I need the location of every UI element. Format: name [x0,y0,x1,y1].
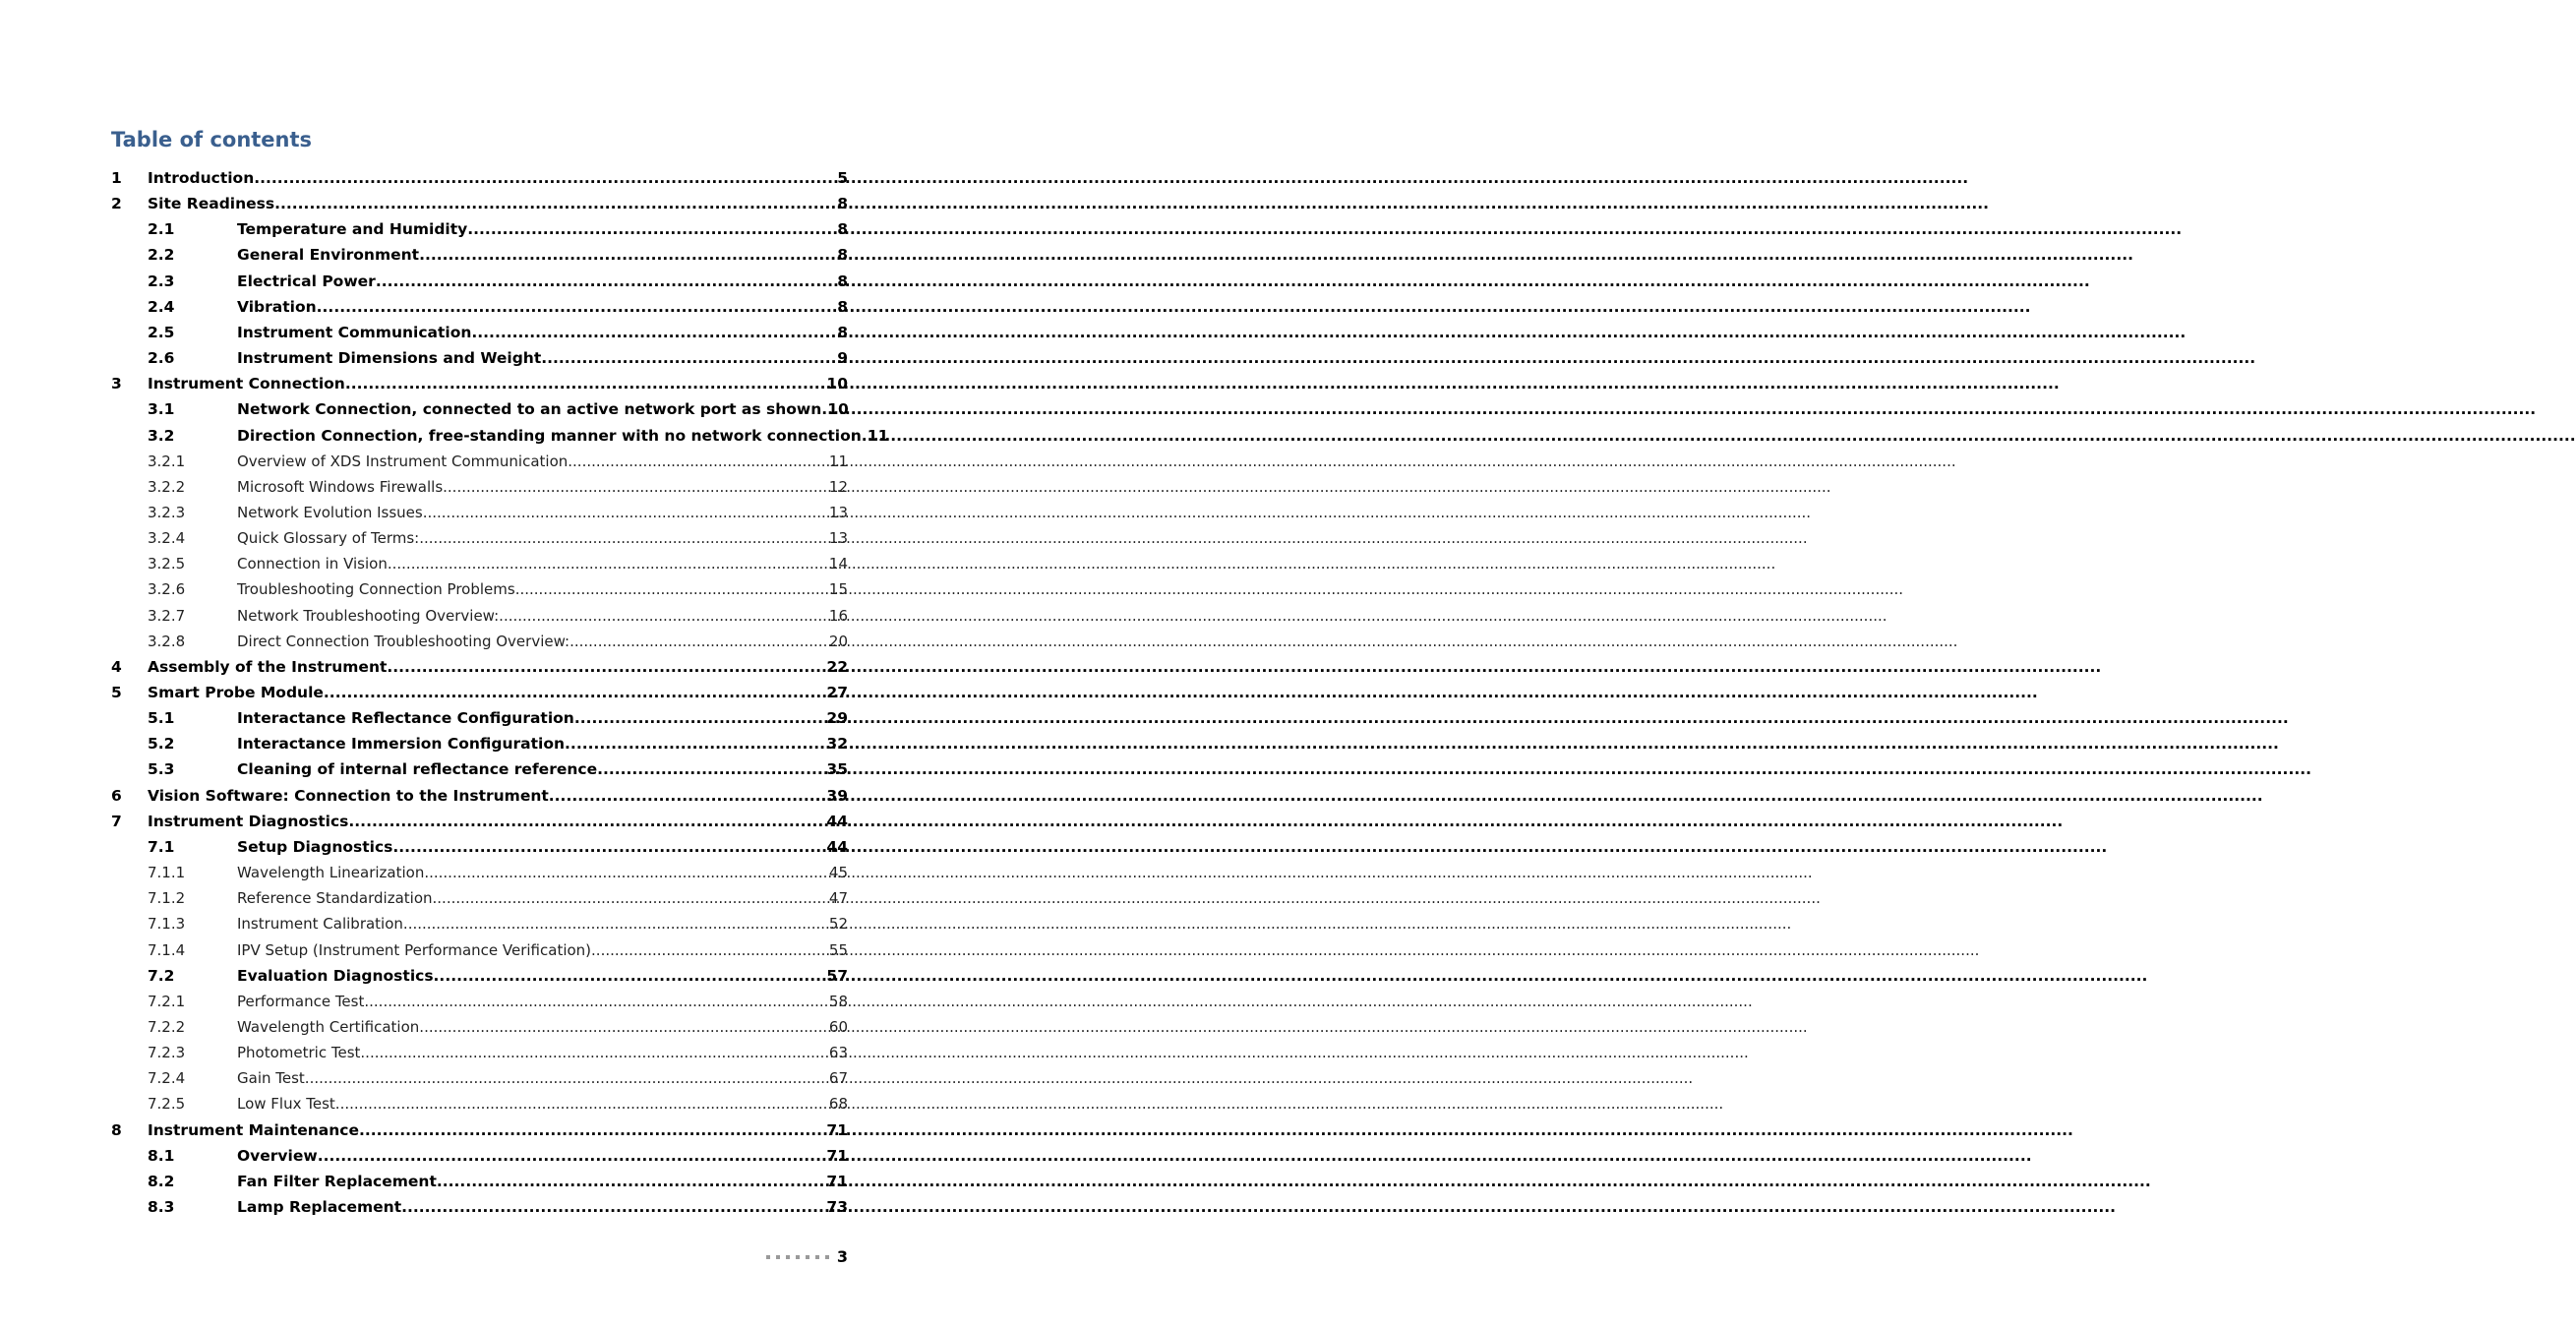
toc-entry[interactable] [0,705,938,731]
toc-entry[interactable] [0,500,938,525]
toc-entry-number: 5.1 [148,709,175,728]
document-page [0,0,938,1328]
toc-entry-label: Instrument Maintenance [148,1120,360,1139]
toc-entry[interactable] [0,396,938,422]
toc-dot-leader [348,809,826,834]
toc-entry[interactable] [0,165,938,191]
toc-entry-number: 7.2 [148,966,175,985]
toc-entry[interactable] [0,885,938,911]
toc-entry[interactable] [0,963,938,989]
toc-entry-label: Assembly of the Instrument [148,657,388,676]
toc-entry-link[interactable] [148,809,848,834]
toc-dot-leader [360,1040,829,1065]
toc-dot-leader [376,269,837,294]
toc-entry[interactable] [0,783,938,809]
toc-entry[interactable] [0,294,938,320]
toc-entry-page: 60 [828,1017,848,1036]
toc-entry-label: Photometric Test [237,1044,361,1062]
toc-entry-link[interactable] [237,1143,848,1169]
toc-entry[interactable] [0,1014,938,1040]
toc-entry-page: 44 [826,837,848,856]
toc-entry[interactable] [0,911,938,936]
toc-entry-label: Instrument Dimensions and Weight [237,349,542,368]
toc-entry-page: 11 [867,426,889,445]
toc-entry-page: 73 [826,1198,848,1216]
toc-entry-link[interactable] [237,1014,848,1040]
toc-dot-leader [419,525,829,551]
toc-entry-link[interactable] [237,989,848,1014]
toc-dot-leader [392,834,826,860]
toc-entry-number: 6 [111,786,122,805]
toc-entry[interactable] [0,576,938,602]
toc-entry-number: 3.2.6 [148,580,186,599]
toc-entry-page: 52 [828,915,848,934]
toc-entry-page: 10 [826,375,848,393]
toc-entry-label: Vision Software: Connection to the Instrument [148,786,549,805]
toc-entry-page: 13 [828,529,848,548]
toc-entry-link[interactable] [237,1194,848,1220]
toc-entry-label: Fan Filter Replacement [237,1172,437,1190]
toc-entry-page: 44 [826,812,848,830]
toc-entry-label: Troubleshooting Connection Problems [237,580,515,599]
toc-entry-number: 7.1.4 [148,940,186,959]
toc-entry-number: 3.2.5 [148,555,186,573]
toc-entry-label: Wavelength Linearization [237,864,425,882]
toc-entry[interactable] [0,216,938,242]
toc-dot-leader [388,551,829,576]
toc-entry-label: Direction Connection, free-standing manner with no network connection [237,426,862,445]
toc-entry-link[interactable] [237,911,848,936]
toc-entry-label: Instrument Communication [237,323,472,341]
toc-entry-label: Interactance Immersion Configuration [237,735,566,754]
toc-entry[interactable] [0,269,938,294]
toc-entry-label: Instrument Calibration [237,915,403,934]
toc-entry-number: 2.3 [148,272,175,290]
toc-entry[interactable] [0,1091,938,1117]
toc-dot-leader [565,731,826,756]
toc-entry-label: Cleaning of internal reflectance reference [237,760,598,779]
toc-entry-number: 8.3 [148,1198,175,1216]
toc-entry-link[interactable] [237,963,848,989]
toc-entry-number: 3.2.3 [148,503,186,521]
toc-entry[interactable] [0,603,938,629]
toc-entry-number: 7 [111,812,122,830]
toc-dot-leader [254,165,837,191]
toc-entry-link[interactable] [237,576,848,602]
toc-entry-number: 7.2.3 [148,1044,186,1062]
toc-entry[interactable] [0,371,938,396]
toc-entry[interactable] [0,937,938,963]
toc-entry-label: Connection in Vision [237,555,388,573]
toc-entry-link[interactable] [148,654,848,680]
toc-entry-label: Network Evolution Issues [237,503,423,521]
toc-entry-link[interactable] [237,885,848,911]
toc-entry[interactable] [0,654,938,680]
toc-entry-number: 8 [111,1120,122,1139]
toc-entry-link[interactable] [237,242,848,268]
toc-entry-label: Temperature and Humidity [237,220,468,239]
toc-entry[interactable] [0,834,938,860]
toc-entry-link[interactable] [237,1040,848,1065]
toc-entry[interactable] [0,474,938,500]
toc-entry-number: 2.1 [148,220,175,239]
toc-entry-page: 20 [828,632,848,650]
toc-entry-page: 8 [837,272,848,290]
toc-entry-number: 7.2.5 [148,1095,186,1114]
toc-entry-number: 8.2 [148,1172,175,1190]
toc-entry-link[interactable] [148,680,848,705]
toc-entry-number: 5.3 [148,760,175,779]
toc-entry-label: IPV Setup (Instrument Performance Verification) [237,940,592,959]
toc-entry-number: 2.4 [148,297,175,316]
toc-entry-link[interactable] [237,756,848,782]
toc-entry-page: 68 [828,1095,848,1114]
toc-entry-number: 2 [111,195,122,213]
toc-dot-leader [401,1194,826,1220]
toc-dot-leader [387,654,826,680]
toc-dot-leader [433,885,829,911]
toc-entry[interactable] [0,629,938,654]
toc-entry[interactable] [0,242,938,268]
toc-entry-number: 7.2.1 [148,992,186,1010]
toc-entry-page: 71 [826,1120,848,1139]
toc-entry-number: 3 [111,375,122,393]
toc-dot-leader [591,937,829,963]
toc-entry-link[interactable] [148,1117,848,1143]
toc-dot-leader [324,680,827,705]
toc-entry-page: 10 [827,400,849,419]
toc-entry-label: Setup Diagnostics [237,837,393,856]
toc-entry[interactable] [0,731,938,756]
toc-entry-page: 35 [826,760,848,779]
toc-dot-leader [568,449,829,474]
toc-dot-leader [574,705,827,731]
toc-entry-link[interactable] [237,320,848,345]
toc-dot-leader [419,1014,829,1040]
toc-entry[interactable] [0,1194,938,1220]
toc-entry-number: 7.2.2 [148,1017,186,1036]
toc-entry-link[interactable] [237,629,848,654]
toc-dot-leader [443,474,829,500]
toc-entry-page: 27 [826,684,848,701]
toc-dot-leader [335,1091,829,1117]
toc-entry[interactable] [0,809,938,834]
toc-entry[interactable] [0,680,938,705]
toc-entry-number: 2.2 [148,246,175,265]
toc-entry[interactable] [0,551,938,576]
toc-dot-leader [541,345,837,371]
toc-entry-page: 11 [828,452,848,470]
toc-dot-leader [434,963,827,989]
toc-dot-leader [274,191,837,216]
toc-entry-number: 2.5 [148,323,175,341]
toc-entry-link[interactable] [237,603,848,629]
toc-entry-label: Instrument Connection [148,375,345,393]
toc-entry-page: 47 [828,889,848,908]
toc-entry-label: Introduction [148,169,255,187]
toc-entry-link[interactable] [148,783,848,809]
toc-entry-number: 3.2 [148,426,175,445]
toc-entry-link[interactable] [237,423,889,449]
toc-entry-page: 8 [837,220,848,239]
toc-entry-number: 1 [111,169,122,187]
toc-entry-link[interactable] [237,1065,848,1091]
toc-dot-leader [549,783,827,809]
toc-entry-label: Evaluation Diagnostics [237,966,434,985]
toc-entry[interactable] [0,1143,938,1169]
toc-entry[interactable] [0,525,938,551]
toc-entry-link[interactable] [237,937,848,963]
toc-entry-number: 8.1 [148,1146,175,1165]
toc-dot-leader [403,911,829,936]
toc-entry-page: 63 [828,1044,848,1062]
toc-entry-number: 5.2 [148,735,175,754]
toc-entry-link[interactable] [237,525,848,551]
toc-entry-page: 32 [826,735,848,754]
toc-entry-label: Overview [237,1146,318,1165]
toc-entry-label: Performance Test [237,992,365,1010]
toc-entry[interactable] [0,1065,938,1091]
toc-dot-leader [437,1169,827,1194]
toc-entry-page: 5 [837,169,848,187]
toc-entry[interactable] [0,989,938,1014]
toc-entry-link[interactable] [237,834,848,860]
toc-entry-number: 3.2.4 [148,529,186,548]
toc-entry-label: Low Flux Test [237,1095,335,1114]
toc-dot-leader [318,1143,827,1169]
toc-entry-page: 12 [828,477,848,496]
toc-entry-link[interactable] [237,396,848,422]
toc-entry-page: 8 [837,323,848,341]
toc-entry-number: 2.6 [148,349,175,368]
toc-dot-leader [515,576,829,602]
toc-entry-link[interactable] [237,500,848,525]
toc-entry-label: Reference Standardization [237,889,433,908]
toc-entry-page: 57 [826,966,848,985]
toc-entry-number: 7.2.4 [148,1069,186,1088]
toc-entry-link[interactable] [237,551,848,576]
toc-entry-label: Smart Probe Module [148,684,324,701]
toc-entry-link[interactable] [237,449,848,474]
toc-entry-number: 3.2.7 [148,606,186,625]
toc-dot-leader [569,629,829,654]
toc-entry-page: 14 [828,555,848,573]
page-footer [766,1247,848,1267]
toc-entry-label: Network Connection, connected to an active network port as shown [237,400,822,419]
toc-entry-link[interactable] [237,1169,848,1194]
toc-entry-link[interactable] [237,705,848,731]
toc-dot-leader [305,1065,829,1091]
toc-entry-page: 13 [828,503,848,521]
toc-entry-number: 4 [111,657,122,676]
toc-entry-link[interactable] [148,191,848,216]
toc-entry-page: 39 [826,786,848,805]
toc-entry-label: Gain Test [237,1069,305,1088]
toc-entry-number: 3.2.1 [148,452,186,470]
toc-entry-page: 8 [837,246,848,265]
toc-dot-leader [499,603,829,629]
toc-entry[interactable] [0,345,938,371]
toc-entry-page: 8 [837,195,848,213]
toc-entry-link[interactable] [237,294,848,320]
toc-entry-label: Direct Connection Troubleshooting Overview: [237,632,570,650]
toc-dot-leader [359,1117,826,1143]
toc-entry-label: Overview of XDS Instrument Communication [237,452,569,470]
toc-entry-label: Quick Glossary of Terms: [237,529,420,548]
toc-dot-leader [345,371,827,396]
toc-entry[interactable] [0,320,938,345]
toc-entry[interactable] [0,449,938,474]
toc-entry-link[interactable] [237,474,848,500]
toc-entry-link[interactable] [237,860,848,885]
toc-entry-page: 45 [828,864,848,882]
toc-entry-page: 71 [826,1172,848,1190]
toc-dot-leader [424,860,829,885]
toc-entry-label: Vibration [237,297,317,316]
toc-entry-link[interactable] [237,731,848,756]
toc-entry-link[interactable] [237,1091,848,1117]
toc-entry-label: Lamp Replacement [237,1198,402,1216]
toc-entry-number: 5 [111,684,122,701]
toc-entry-link[interactable] [237,269,848,294]
toc-entry-number: 3.2.8 [148,632,186,650]
toc-entry-number: 7.1.2 [148,889,186,908]
toc-entry[interactable] [0,423,938,449]
toc-entry-page: 67 [828,1069,848,1088]
toc-entry-number: 7.1 [148,837,175,856]
page-number: 3 [836,1247,848,1266]
toc-dot-leader [419,242,837,268]
toc-entry-link[interactable] [237,216,848,242]
toc-entry-page: 8 [837,297,848,316]
toc-dot-leader [467,216,837,242]
toc-entry-number: 3.1 [148,400,175,419]
toc-entry[interactable] [0,1040,938,1065]
toc-entry[interactable] [0,191,938,216]
toc-entry-link[interactable] [148,165,848,191]
toc-entry-link[interactable] [148,371,848,396]
toc-entry-label: General Environment [237,246,420,265]
toc-entry-link[interactable] [237,345,848,371]
toc-entry-label: Instrument Diagnostics [148,812,349,830]
toc-entry-page: 58 [828,992,848,1010]
footer-dots-decoration [766,1255,829,1259]
toc-dot-leader [423,500,829,525]
toc-entry-label: Microsoft Windows Firewalls [237,477,444,496]
toc-entry[interactable] [0,756,938,782]
toc-entry-number: 3.2.2 [148,477,186,496]
toc-entry[interactable] [0,1117,938,1143]
toc-title: Table of contents [111,128,313,151]
toc-entry-number: 7.1.3 [148,915,186,934]
toc-entry-page: 9 [837,349,848,368]
toc-entry[interactable] [0,860,938,885]
toc-entry-number: 7.1.1 [148,864,186,882]
toc-dot-leader [364,989,829,1014]
toc-entry-label: Network Troubleshooting Overview: [237,606,500,625]
toc-entry[interactable] [0,1169,938,1194]
toc-entry-label: Interactance Reflectance Configuration [237,709,574,728]
toc-entry-page: 15 [828,580,848,599]
toc-dot-leader [597,756,826,782]
toc-entry-label: Electrical Power [237,272,376,290]
toc-entry-page: 29 [826,709,848,728]
toc-entry-label: Wavelength Certification [237,1017,420,1036]
toc-entry-label: Site Readiness [148,195,275,213]
toc-dot-leader [317,294,838,320]
toc-entry-page: 16 [828,606,848,625]
toc-dot-leader [471,320,837,345]
toc-entry-page: 71 [826,1146,848,1165]
toc-entry-page: 55 [828,940,848,959]
toc-entry-page: 22 [826,657,848,676]
